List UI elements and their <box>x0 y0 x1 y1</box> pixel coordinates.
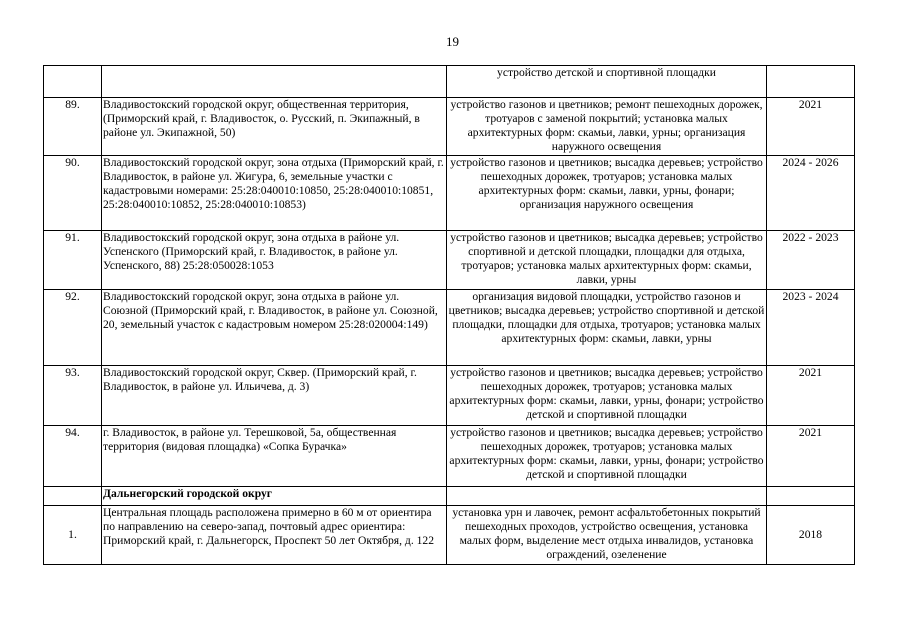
row-works: устройство газонов и цветников; ремонт пешеходных дорожек, тротуаров с заменой покрытий; установка малых архитектурных форм: скамьи, лавки, урны; организация наружного освещения <box>447 98 767 156</box>
section-header-row <box>44 487 855 506</box>
table-row <box>44 98 855 156</box>
table-row <box>44 231 855 290</box>
row-year: 2021 <box>767 366 855 426</box>
row-address <box>102 66 447 98</box>
row-year: 2021 <box>767 98 855 156</box>
section-number-cell <box>44 487 102 506</box>
page-number: 19 <box>446 34 459 49</box>
table-row <box>44 366 855 426</box>
table-row <box>44 426 855 487</box>
row-number <box>44 66 102 98</box>
row-number: 94. <box>44 426 102 487</box>
row-works: устройство газонов и цветников; высадка деревьев; устройство пешеходных дорожек, тротуаров; установка малых архитектурных форм: скамьи, лавки, урны, фонари; устройство детской и спортивной площадки <box>447 366 767 426</box>
row-year: 2023 - 2024 <box>767 290 855 366</box>
row-year: 2018 <box>767 506 855 565</box>
section-year-cell <box>767 487 855 506</box>
row-address: Владивостокский городской округ, зона отдыха в районе ул. Союзной (Приморский край, г. Владивосток, в районе ул. Союзной, 20, земельный участок с кадастровым номером 25:28:020004:149) <box>102 290 447 366</box>
row-address: г. Владивосток, в районе ул. Терешковой, 5а, общественная территория (видовая площадка) «Сопка Бурачка» <box>102 426 447 487</box>
improvement-table <box>43 65 855 565</box>
row-year: 2024 - 2026 <box>767 156 855 231</box>
row-works: устройство газонов и цветников; высадка деревьев; устройство спортивной и детской площадки, площадки для отдыха, тротуаров; установка малых архитектурных форм: скамьи, лавки, урны <box>447 231 767 290</box>
row-works: организация видовой площадки, устройство газонов и цветников; высадка деревьев; устройство спортивной и детской площадки, площадки для отдыха, тротуаров; установка малых архитектурных форм: скамьи, лавки, урны <box>447 290 767 366</box>
row-year <box>767 66 855 98</box>
row-address: Владивостокский городской округ, зона отдыха (Приморский край, г. Владивосток, в районе ул. Жигура, 6, земельные участки с кадастровыми номерами: 25:28:040010:10850, 25:28:040010:10851, 25:28:040010:10852, 25:28:040010:10853) <box>102 156 447 231</box>
table-row <box>44 156 855 231</box>
table-row <box>44 66 855 98</box>
row-address: Центральная площадь расположена примерно в 60 м от ориентира по направлению на северо-запад, почтовый адрес ориентира: Приморский край, г. Дальнегорск, Проспект 50 лет Октября, д. 122 <box>102 506 447 565</box>
row-number: 91. <box>44 231 102 290</box>
row-year: 2021 <box>767 426 855 487</box>
row-address: Владивостокский городской округ, общественная территория, (Приморский край, г. Владивосток, о. Русский, п. Экипажный, в районе ул. Экипажной, 50) <box>102 98 447 156</box>
row-number: 1. <box>44 506 102 565</box>
row-number: 89. <box>44 98 102 156</box>
row-works: устройство газонов и цветников; высадка деревьев; устройство пешеходных дорожек, тротуаров; установка малых архитектурных форм: скамьи, лавки, урны, фонари; организация наружного освещения <box>447 156 767 231</box>
row-works: устройство газонов и цветников; высадка деревьев; устройство пешеходных дорожек, тротуаров; установка малых архитектурных форм: скамьи, лавки, урны, фонари; устройство детской и спортивной площадки <box>447 426 767 487</box>
row-number: 93. <box>44 366 102 426</box>
row-number: 92. <box>44 290 102 366</box>
table-row <box>44 290 855 366</box>
section-title: Дальнегорский городской округ <box>102 487 447 506</box>
row-works: устройство детской и спортивной площадки <box>447 66 767 98</box>
row-works: установка урн и лавочек, ремонт асфальтобетонных покрытий пешеходных проходов, устройство освещения, установка малых форм, выделение мест отдыха инвалидов, установка ограждений, озеленение <box>447 506 767 565</box>
section-works-cell <box>447 487 767 506</box>
table-row <box>44 506 855 565</box>
row-address: Владивостокский городской округ, зона отдыха в районе ул. Успенского (Приморский край, г. Владивосток, в районе ул. Успенского, 88) 25:28:050028:1053 <box>102 231 447 290</box>
row-address: Владивостокский городской округ, Сквер. (Приморский край, г. Владивосток, в районе ул. Ильичева, д. 3) <box>102 366 447 426</box>
row-number: 90. <box>44 156 102 231</box>
row-year: 2022 - 2023 <box>767 231 855 290</box>
